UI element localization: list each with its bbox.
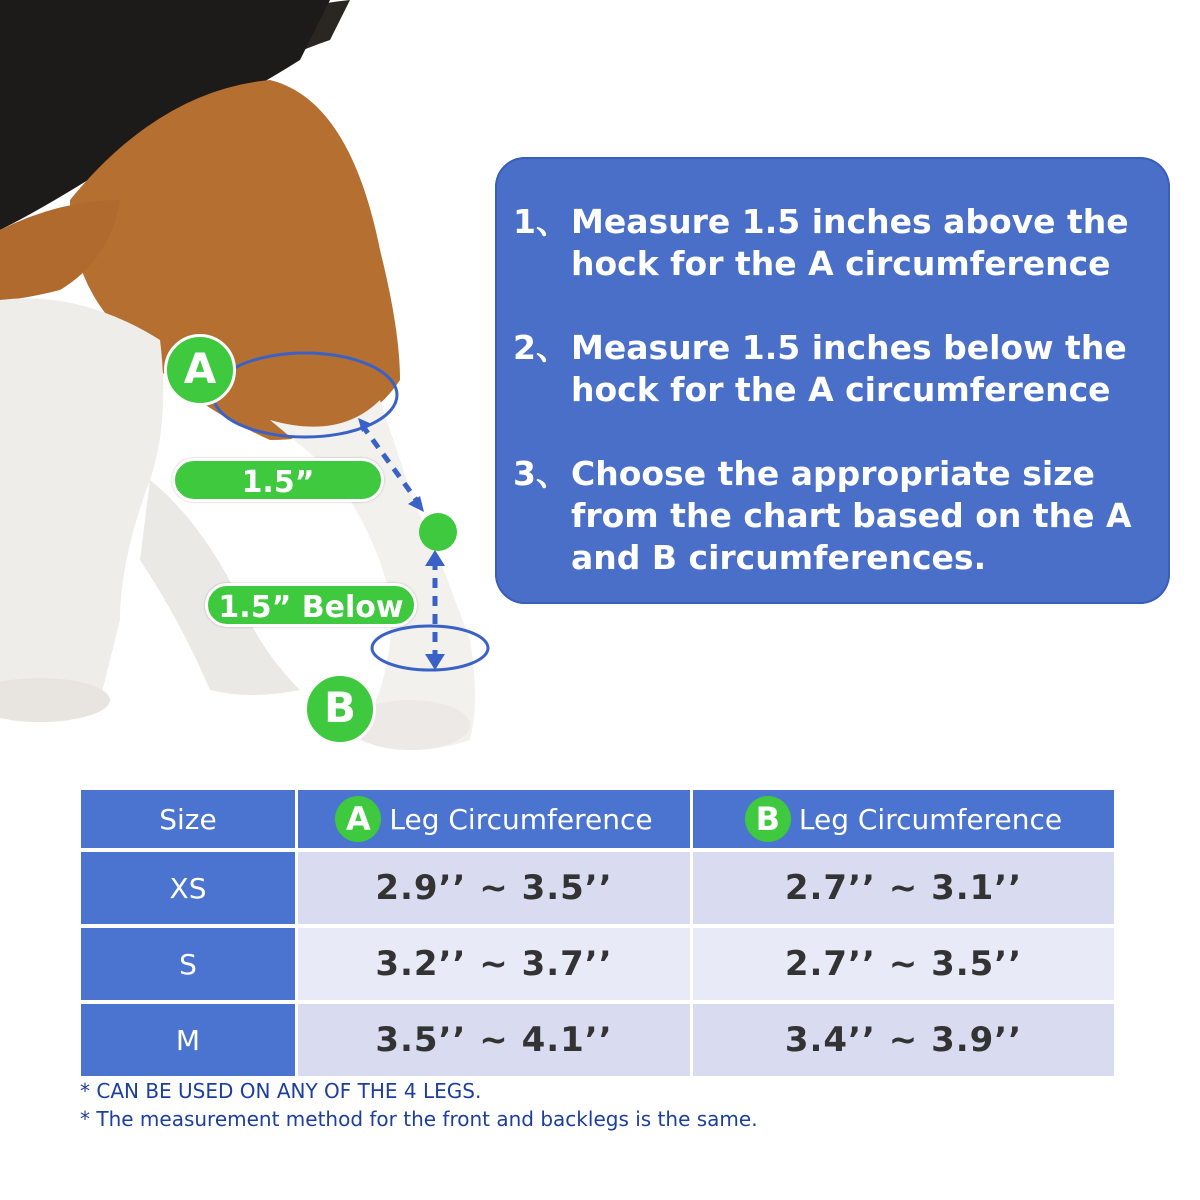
hock-dot — [419, 513, 457, 551]
step-text: Measure 1.5 inches below the hock for the A circumference — [571, 328, 1127, 409]
header-a-circumference — [298, 790, 693, 848]
instruction-step — [513, 327, 1140, 411]
below-label: 1.5” Below — [205, 583, 417, 627]
b-value-cell: 2.7’’ ~ 3.1’’ — [693, 848, 1114, 924]
step-text: Measure 1.5 inches above the hock for the A circumference — [571, 202, 1129, 283]
a-value-cell: 3.2’’ ~ 3.7’’ — [298, 924, 693, 1000]
marker-b: B — [304, 673, 376, 745]
size-cell: M — [81, 1000, 298, 1076]
a-value-cell: 3.5’’ ~ 4.1’’ — [298, 1000, 693, 1076]
header-size: Size — [81, 790, 298, 848]
dog-other-leg — [0, 298, 163, 713]
step-text: Choose the appropriate size from the chart based on the A and B circumferences. — [571, 454, 1132, 577]
a-value-cell: 2.9’’ ~ 3.5’’ — [298, 848, 693, 924]
header-b-label: Leg Circumference — [798, 802, 1063, 836]
table-row — [81, 1000, 1114, 1076]
size-cell: S — [81, 924, 298, 1000]
step-number: 1、 — [513, 202, 569, 241]
header-b-circumference — [693, 790, 1114, 848]
step-number: 3、 — [513, 454, 569, 493]
footnotes — [80, 1077, 758, 1133]
instructions-panel — [495, 157, 1170, 604]
size-chart-table — [81, 790, 1114, 1076]
instruction-step — [513, 453, 1140, 579]
badge-b: B — [745, 796, 791, 842]
size-cell: XS — [81, 848, 298, 924]
footnote-legs: * CAN BE USED ON ANY OF THE 4 LEGS. — [80, 1079, 482, 1103]
instruction-step — [513, 201, 1140, 285]
b-value-cell: 3.4’’ ~ 3.9’’ — [693, 1000, 1114, 1076]
table-header-row — [81, 790, 1114, 848]
table-row — [81, 924, 1114, 1000]
marker-a: A — [164, 334, 236, 406]
above-label: 1.5” Above — [172, 458, 384, 502]
footnote-method: * The measurement method for the front and backlegs is the same. — [80, 1107, 758, 1131]
badge-a: A — [335, 796, 381, 842]
table-row — [81, 848, 1114, 924]
header-a-label: Leg Circumference — [389, 802, 653, 836]
step-number: 2、 — [513, 328, 569, 367]
b-value-cell: 2.7’’ ~ 3.5’’ — [693, 924, 1114, 1000]
